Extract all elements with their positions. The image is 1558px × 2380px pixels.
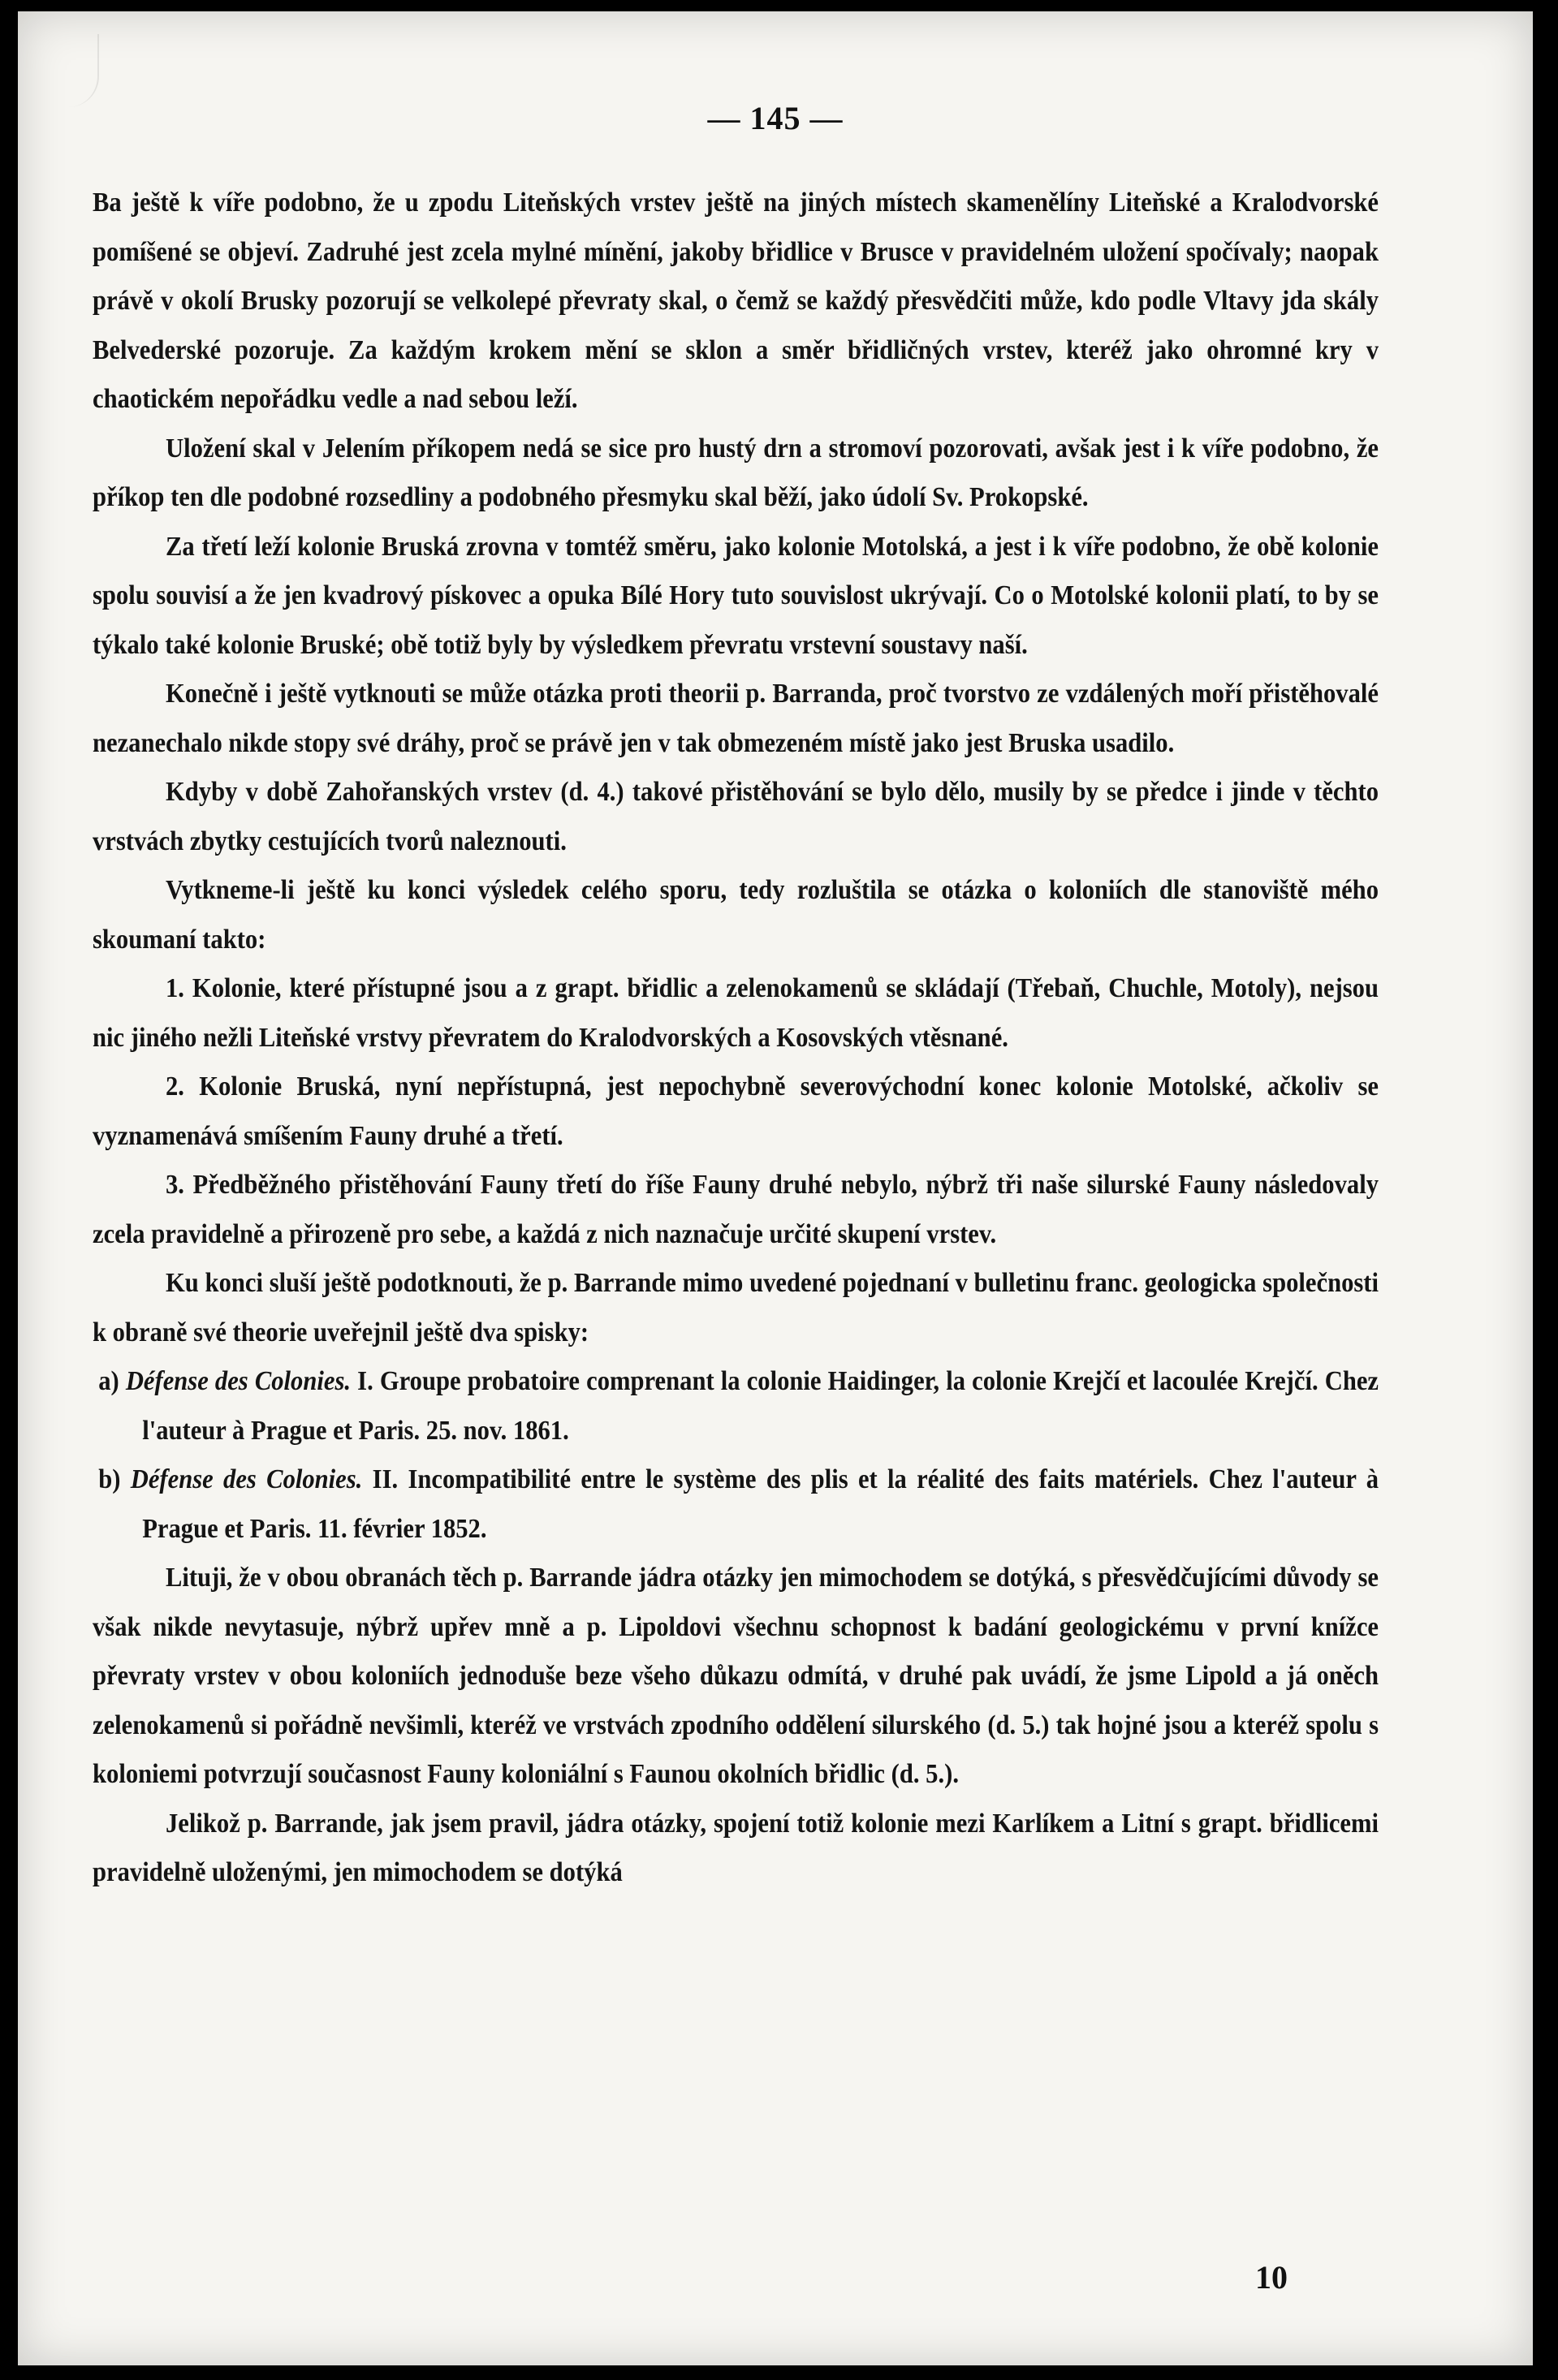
paragraph: Konečně i ještě vytknouti se může otázka proti theorii p. Barranda, proč tvorstvo ze vzdálených moří přistěhovalé nezanechalo nikde stopy své dráhy, proč se právě jen v tak obmezeném místě jako jest Bruska usadilo. [93, 679, 1379, 758]
reference-text: II. Incompatibilité entre le système des plis et la réalité des faits matériels. Chez l'auteur à Prague et Paris. 11. février 1852. [142, 1464, 1379, 1544]
paragraph: Kdyby v době Zahořanských vrstev (d. 4.) takové přistěhování se bylo dělo, musily by se předce i jinde v těchto vrstvách zbytky cestujících tvorů naleznouti. [93, 777, 1379, 856]
page-crease [68, 34, 99, 107]
reference-title: Défense des Colonies. [125, 1366, 352, 1396]
reference-text: I. Groupe probatoire comprenant la colonie Haidinger, la colonie Krejčí et lacoulée Krejčí. Chez l'auteur à Prague et Paris. 25. nov. 1861. [142, 1366, 1379, 1446]
reference-label: a) [98, 1366, 119, 1396]
signature-mark: 10 [1255, 2259, 1288, 2296]
list-item: 3. Předběžného přistěhování Fauny třetí do říše Fauny druhé nebylo, nýbrž tři naše silurské Fauny následovaly zcela pravidelně a přirozeně pro sebe, a každá z nich naznačuje určité skupení vrstev. [93, 1170, 1379, 1249]
reference-item [93, 1357, 1379, 1455]
scanned-page [18, 11, 1533, 2365]
paragraph: Lituji, že v obou obranách těch p. Barrande jádra otázky jen mimochodem se dotýká, s přesvědčujícími důvody se však nikde nevytasuje, nýbrž upřev mně a p. Lipoldovi všechnu schopnost k badání geologickému v první knížce převraty vrstev v obou koloniích jednoduše beze všeho důkazu odmítá, v druhé pak uvádí, že jsme Lipold a já oněch zelenokamenů si pořádně nevšimli, kteréž ve vrstvách zpodního oddělení silurského (d. 5.) tak hojné jsou a kteréž spolu s koloniemi potvrzují současnost Fauny koloniální s Faunou okolních břidlic (d. 5.). [93, 1563, 1379, 1789]
body-text [93, 179, 1379, 1898]
paragraph: Ba ještě k víře podobno, že u zpodu Liteňských vrstev ještě na jiných místech skamenělíny Liteňské a Kralodvorské pomíšené se objeví. Zadruhé jest zcela mylné mínění, jakoby břidlice v Brusce v pravidelném uložení spočívaly; naopak právě v okolí Brusky pozorují se velkolepé převraty skal, o čemž se každý přesvědčiti může, kdo podle Vltavy jda skály Belvederské pozoruje. Za každým krokem mění se sklon a směr břidličných vrstev, kteréž jako ohromné kry v chaotickém nepořádku vedle a nad sebou leží. [93, 188, 1379, 414]
page-number: — 145 — [707, 100, 844, 136]
list-item: 1. Kolonie, které přístupné jsou a z grapt. břidlic a zelenokamenů se skládají (Třebaň, Chuchle, Motoly), nejsou nic jiného nežli Liteňské vrstvy převratem do Kralodvorských a Kosovských vtěsnané. [93, 973, 1379, 1053]
paragraph: Za třetí leží kolonie Bruská zrovna v tomtéž směru, jako kolonie Motolská, a jest i k víře podobno, že obě kolonie spolu souvisí a že jen kvadrový pískovec a opuka Bílé Hory tuto souvislost ukrývají. Co o Motolské kolonii platí, to by se týkalo také kolonie Bruské; obě totiž byly by výsledkem převratu vrstevní soustavy naší. [93, 531, 1379, 660]
reference-item [93, 1455, 1379, 1554]
paragraph: Jelikož p. Barrande, jak jsem pravil, jádra otázky, spojení totiž kolonie mezi Karlíkem a Litní s grapt. břidlicemi pravidelně uloženými, jen mimochodem se dotýká [93, 1808, 1379, 1887]
reference-title: Défense des Colonies. [130, 1464, 363, 1494]
paragraph: Ku konci sluší ještě podotknouti, že p. Barrande mimo uvedené pojednaní v bulletinu franc. geologicka společnosti k obraně své theorie uveřejnil ještě dva spisky: [93, 1268, 1379, 1347]
list-item: 2. Kolonie Bruská, nyní nepřístupná, jest nepochybně severovýchodní konec kolonie Motolské, ačkoliv se vyznamenává smíšením Fauny druhé a třetí. [93, 1071, 1379, 1151]
reference-label: b) [98, 1464, 121, 1494]
paragraph: Uložení skal v Jelením příkopem nedá se sice pro hustý drn a stromoví pozorovati, avšak jest i k víře podobno, že příkop ten dle podobné rozsedliny a podobného přesmyku skal běží, jako údolí Sv. Prokopské. [93, 433, 1379, 512]
paragraph: Vytkneme-li ještě ku konci výsledek celého sporu, tedy rozluštila se otázka o koloniích dle stanoviště mého skoumaní takto: [93, 875, 1379, 955]
